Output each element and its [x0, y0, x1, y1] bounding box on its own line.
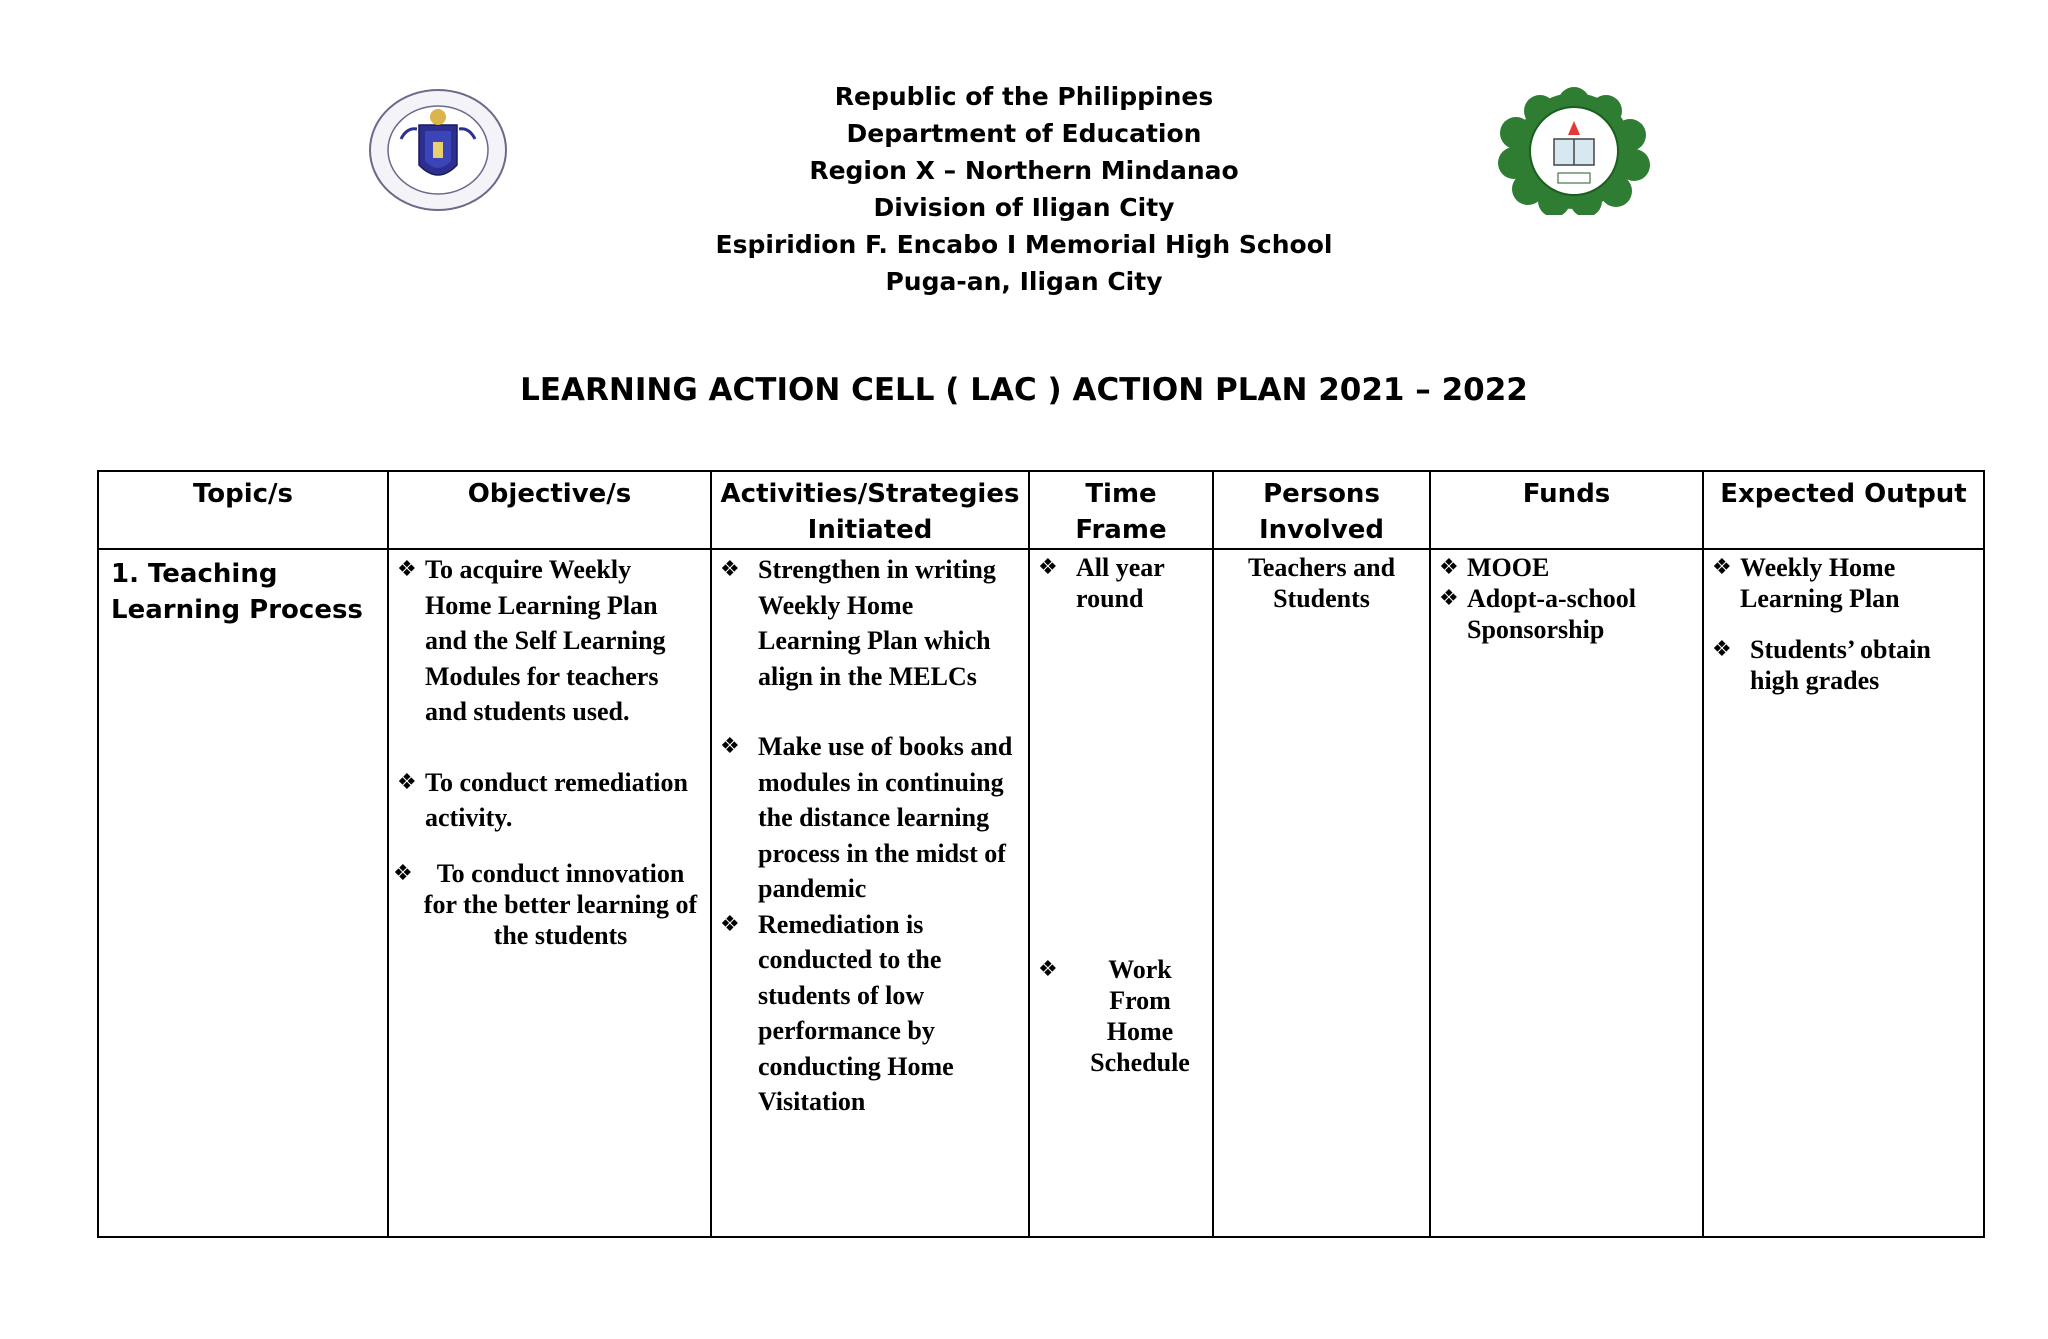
bullet-icon: ❖: [1439, 555, 1459, 580]
bullet-icon: ❖: [1712, 637, 1732, 662]
header-line-department: Department of Education: [846, 119, 1202, 148]
bullet-icon: ❖: [720, 911, 740, 937]
bullet-icon: ❖: [1038, 957, 1058, 982]
table-header-row: [98, 471, 1984, 549]
document-header: [0, 78, 2048, 300]
header-persons-involved: Persons Involved: [1213, 471, 1430, 549]
header-activities: Activities/Strategies Initiated: [711, 471, 1029, 549]
header-topics: Topic/s: [98, 471, 388, 549]
expected-output-cell: [1703, 549, 1984, 1237]
time-frame-cell: [1029, 549, 1213, 1237]
header-line-school: Espiridion F. Encabo I Memorial High School: [715, 230, 1333, 259]
funds-cell: [1430, 549, 1703, 1237]
header-expected-output: Expected Output: [1703, 471, 1984, 549]
persons-text: Teachers and Students: [1247, 553, 1396, 613]
topic-cell: [98, 549, 388, 1237]
persons-cell: [1213, 549, 1430, 1237]
time-frame-item: ❖ Work From Home Schedule: [1038, 955, 1190, 1077]
school-seal-logo: [1494, 87, 1654, 215]
output-item: ❖ Students’ obtain high grades: [1712, 635, 1931, 695]
bullet-icon: ❖: [1038, 555, 1058, 580]
time-frame-item: ❖ All year round: [1038, 553, 1165, 613]
header-line-address: Puga-an, Iligan City: [885, 267, 1163, 296]
objective-item: ❖ To conduct innovation for the better learning of the students: [393, 858, 698, 950]
header-line-country: Republic of the Philippines: [834, 82, 1214, 111]
activity-item: ❖ Make use of books and modules in continuing the distance learning process in the midst of pandemic: [720, 729, 1020, 907]
topic-text: 1. Teaching Learning Process: [111, 559, 363, 625]
table-row: [98, 549, 1984, 1237]
activities-cell: [711, 549, 1029, 1237]
bullet-icon: ❖: [720, 557, 740, 582]
header-time-frame: Time Frame: [1029, 471, 1213, 549]
bullet-icon: ❖: [393, 860, 413, 886]
header-objectives: Objective/s: [388, 471, 711, 549]
objective-item: ❖ To acquire Weekly Home Learning Plan and the Self Learning Modules for teachers and students used.: [397, 552, 702, 730]
action-plan-table: [97, 470, 1985, 1238]
bullet-icon: ❖: [397, 769, 417, 795]
funds-item: ❖ MOOE: [1439, 553, 1550, 582]
bullet-icon: ❖: [397, 557, 417, 582]
activity-item: ❖ Remediation is conducted to the students of low performance by conducting Home Visitation: [720, 907, 1020, 1120]
output-item: ❖ Weekly Home Learning Plan: [1712, 553, 1900, 613]
header-funds: Funds: [1430, 471, 1703, 549]
bullet-icon: ❖: [1439, 586, 1459, 611]
objectives-cell: [388, 549, 711, 1237]
header-line-division: Division of Iligan City: [873, 193, 1175, 222]
bullet-icon: ❖: [720, 734, 740, 759]
header-line-region: Region X – Northern Mindanao: [809, 156, 1239, 185]
bullet-icon: ❖: [1712, 555, 1732, 580]
plan-title: LEARNING ACTION CELL ( LAC ) ACTION PLAN 2021 – 2022: [520, 372, 1528, 408]
activity-item: ❖ Strengthen in writing Weekly Home Learning Plan which align in the MELCs: [720, 552, 1020, 694]
objective-item: ❖ To conduct remediation activity.: [397, 765, 702, 836]
funds-item: ❖ Adopt-a-school Sponsorship: [1439, 584, 1637, 644]
